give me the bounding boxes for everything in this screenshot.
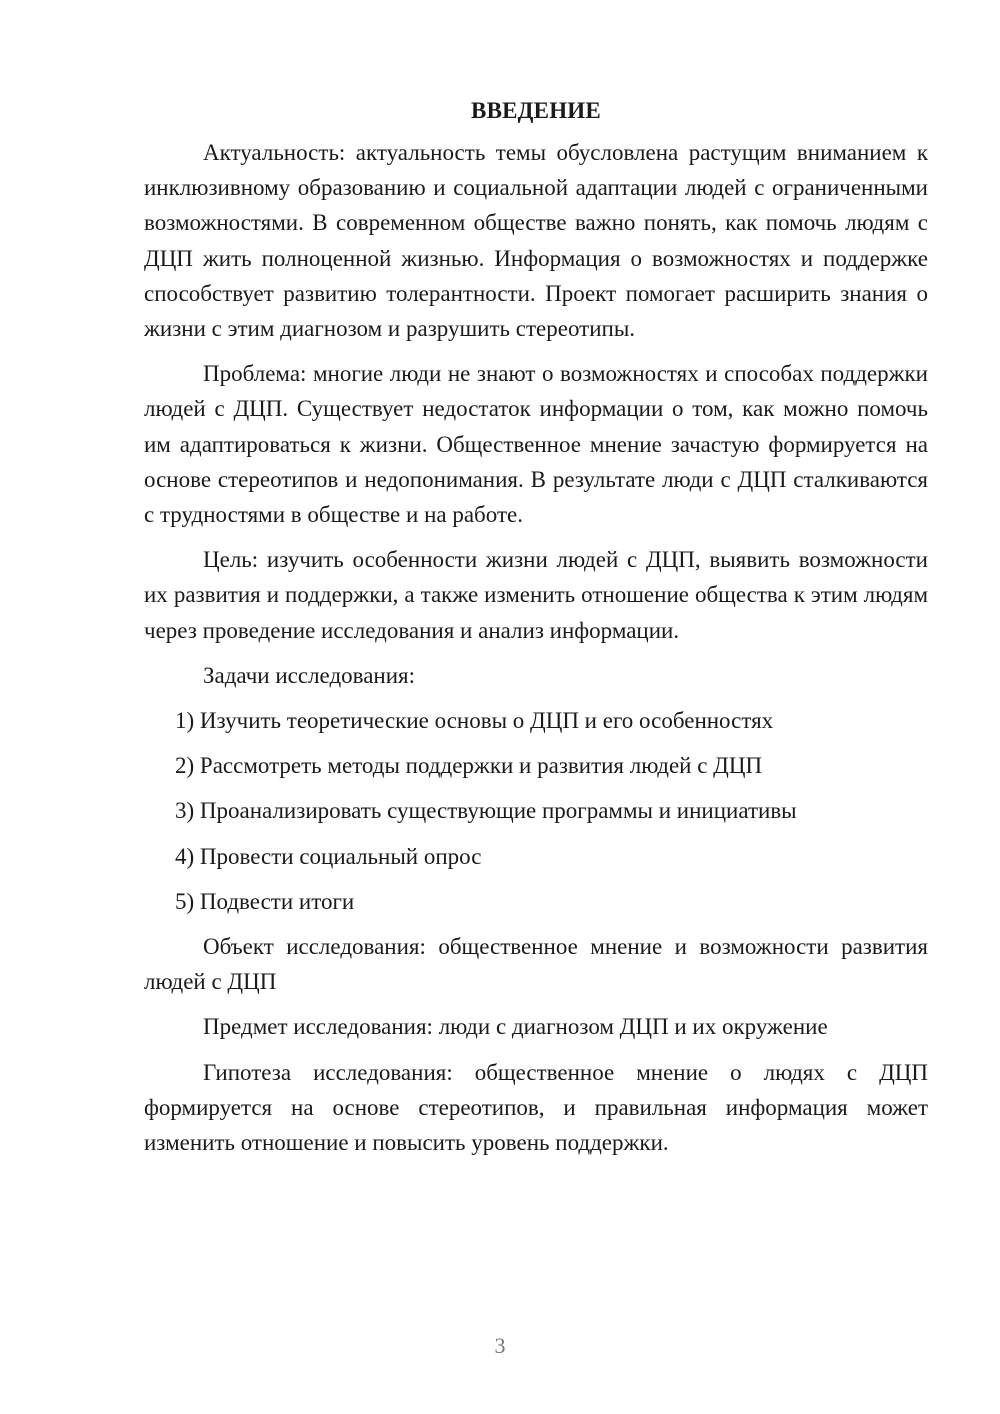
goal-paragraph: Цель: изучить особенности жизни людей с ДЦП, выявить возможности их развития и поддержки, а также изменить отношение общества к этим людям через проведение исследования и анализ информации.	[144, 547, 928, 643]
section-heading: ВВЕДЕНИЕ	[471, 98, 601, 123]
hypothesis-paragraph: Гипотеза исследования: общественное мнение о людях с ДЦП формируется на основе стереотипов, и правильная информация может изменить отношение и повысить уровень поддержки.	[144, 1059, 928, 1156]
task-item: 1) Изучить теоретические основы о ДЦП и его особенностях	[175, 708, 774, 734]
subject-paragraph: Предмет исследования: люди с диагнозом ДЦП и их окружение	[203, 1014, 828, 1040]
problem-paragraph: Проблема: многие люди не знают о возможностях и способах поддержки людей с ДЦП. Существует недостаток информации о том, как можно помочь им адаптироваться к жизни. Общественное мнение зачастую формируется на основе стереотипов и недопонимания. В результате люди с ДЦП сталкиваются с трудностями в обществе и на работе.	[144, 361, 928, 528]
page-number: 3	[494, 1333, 506, 1358]
task-item: 2) Рассмотреть методы поддержки и развития людей с ДЦП	[175, 753, 763, 779]
object-paragraph: Объект исследования: общественное мнение и возможности развития людей с ДЦП	[144, 934, 928, 995]
task-item: 4) Провести социальный опрос	[175, 843, 482, 869]
task-item: 3) Проанализировать существующие программы и инициативы	[175, 798, 797, 824]
tasks-title: Задачи исследования:	[203, 662, 416, 688]
relevance-paragraph: Актуальность: актуальность темы обусловлена растущим вниманием к инклюзивному образованию и социальной адаптации людей с ограниченными возможностями. В современном обществе важно понять, как помочь людям с ДЦП жить полноценной жизнью. Информация о возможностях и поддержке способствует развитию толерантности. Проект помогает расширить знания о жизни с этим диагнозом и разрушить стереотипы.	[144, 140, 928, 342]
task-item: 5) Подвести итоги	[175, 888, 355, 914]
page-content	[144, 93, 928, 1170]
